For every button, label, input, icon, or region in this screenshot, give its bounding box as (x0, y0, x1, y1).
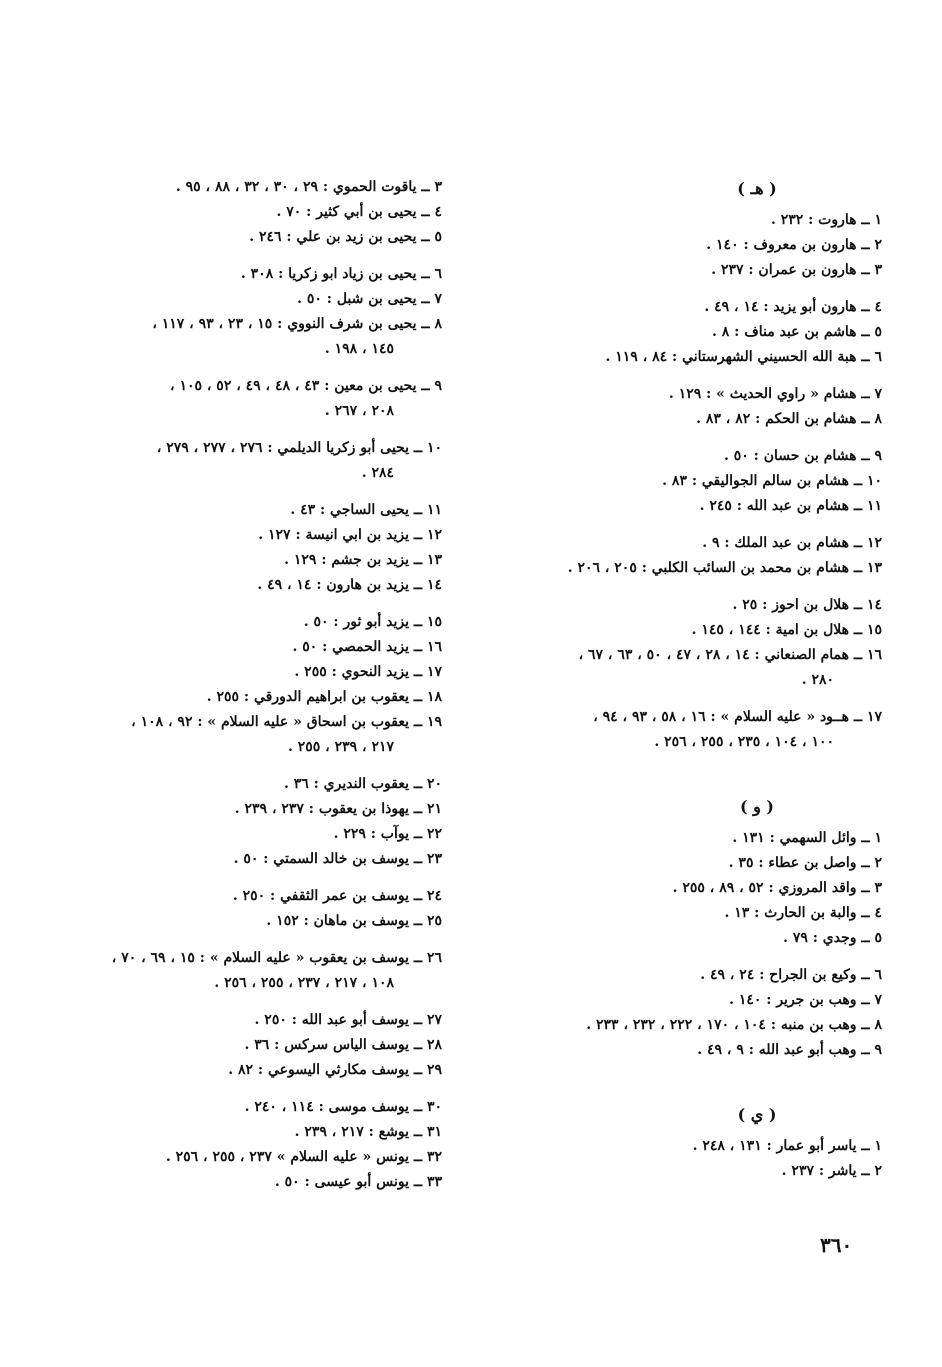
index-entry (492, 1159, 882, 1184)
index-entry (492, 618, 882, 643)
index-entry (42, 548, 442, 573)
index-entry (42, 710, 442, 760)
index-entry (492, 926, 882, 951)
index-entry (492, 531, 882, 556)
index-entry (492, 963, 882, 988)
index-entry (42, 1033, 442, 1058)
index-entry-text: ١٣ ــ يزيد بن جشم : ١٢٩ . (284, 552, 442, 568)
index-entry-text: ١٢ ــ هشام بن عبد الملك : ٩ . (702, 535, 882, 551)
index-entry-text: ٩ ــ يحيى بن معين : ٤٣ ، ٤٨ ، ٤٩ ، ٥٢ ، ١٠٥ ، (170, 378, 442, 394)
index-entry (492, 320, 882, 345)
index-entry (492, 826, 882, 851)
index-entry (42, 287, 442, 312)
index-entry (492, 705, 882, 755)
index-entry (492, 444, 882, 469)
index-entry (42, 312, 442, 362)
index-entry-text: ٢٩ ــ يوسف مكارثي اليسوعي : ٨٢ . (228, 1062, 442, 1078)
index-entry (492, 295, 882, 320)
index-entry-text: ٣ ــ واقد المروزي : ٥٢ ، ٨٩ ، ٢٥٥ . (672, 880, 882, 896)
index-entry-text: ٢٣ ــ يوسف بن خالد السمتي : ٥٠ . (233, 851, 442, 867)
index-entry-continuation: ١٠٨ ، ٢١٧ ، ٢٣٧ ، ٢٥٥ ، ٢٥٦ . (214, 975, 394, 991)
index-entry (42, 1145, 442, 1170)
index-entry-text: ١٦ ــ همام الصنعاني : ١٤ ، ٢٨ ، ٤٧ ، ٥٠ ، ٦٣ ، ٦٧ ، (578, 647, 882, 663)
index-entry (42, 1095, 442, 1120)
index-entry (42, 200, 442, 225)
index-entry-text: ١١ ــ يحيى الساجي : ٤٣ . (290, 502, 442, 518)
index-entry-text: ١٢ ــ يزيد بن ابي انيسة : ١٢٧ . (258, 527, 442, 543)
index-entry (492, 469, 882, 494)
index-entry-text: ٧ ــ يحيى بن شبل : ٥٠ . (297, 291, 442, 307)
index-entry (42, 884, 442, 909)
index-entry (492, 876, 882, 901)
index-entry-text: ٢١ ــ يهوذا بن يعقوب : ٢٣٧ ، ٢٣٩ . (234, 801, 442, 817)
index-entry-text: ٢٤ ــ يوسف بن عمر الثقفي : ٢٥٠ . (232, 888, 442, 904)
index-column-right (492, 175, 882, 1184)
index-entry-text: ٢ ــ ياشر : ٢٣٧ . (781, 1163, 882, 1179)
index-entry-text: ١٥ ــ يزيد أبو ثور : ٥٠ . (303, 614, 442, 630)
index-entry-text: ١٩ ــ يعقوب بن اسحاق « عليه السلام » : ٩٢ ، ١٠٨ ، (131, 714, 442, 730)
index-entry (42, 772, 442, 797)
index-entry (42, 685, 442, 710)
index-entry (42, 635, 442, 660)
index-entry-text: ٦ ــ هبة الله الحسيني الشهرستاني : ٨٤ ، ١١٩ . (605, 349, 882, 365)
index-entry (42, 523, 442, 548)
index-entry (42, 909, 442, 934)
index-entry-text: ١٤ ــ يزيد بن هارون : ١٤ ، ٤٩ . (257, 577, 442, 593)
index-entry-text: ٢٦ ــ يوسف بن يعقوب « عليه السلام » : ١٥ ، ٦٩ ، ٧٠ ، (111, 950, 442, 966)
index-entry (42, 1120, 442, 1145)
index-entry (42, 946, 442, 996)
index-entry (42, 175, 442, 200)
section-heading: ( و ) (739, 797, 774, 816)
index-entry (492, 208, 882, 233)
index-entry-text: ٢٢ ــ يوآب : ٢٢٩ . (333, 826, 442, 842)
index-entry-text: ١٨ ــ يعقوب بن ابراهيم الدورقي : ٢٥٥ . (206, 689, 442, 705)
index-entry-text: ١٣ ــ هشام بن محمد بن السائب الكلبي : ٢٠٥ ، ٢٠٦ . (567, 560, 882, 576)
index-entry (492, 851, 882, 876)
index-entry-text: ٢٧ ــ يوسف أبو عبد الله : ٢٥٠ . (254, 1012, 442, 1028)
index-entry (42, 847, 442, 872)
index-entry-text: ٢٨ ــ يوسف الياس سركس : ٣٦ . (244, 1037, 442, 1053)
index-entry (42, 225, 442, 250)
index-entry (492, 345, 882, 370)
index-entry-text: ٣٣ ــ يونس أبو عيسى : ٥٠ . (274, 1174, 442, 1190)
index-entry-text: ٣ ــ ياقوت الحموي : ٢٩ ، ٣٠ ، ٣٢ ، ٨٨ ، ٩٥ . (175, 179, 442, 195)
index-entry-text: ٩ ــ هشام بن حسان : ٥٠ . (724, 448, 882, 464)
index-entry-text: ١ ــ ياسر أبو عمار : ١٣١ ، ٢٤٨ . (692, 1138, 882, 1154)
index-entry-text: ٥ ــ هاشم بن عبد مناف : ٨ . (712, 324, 882, 340)
index-entry-text: ٤ ــ هارون أبو يزيد : ١٤ ، ٤٩ . (704, 299, 882, 315)
index-entry-text: ١٧ ــ يزيد النحوي : ٢٥٥ . (294, 664, 442, 680)
index-entry-continuation: ٢٠٨ ، ٢٦٧ . (324, 403, 394, 419)
index-entry-text: ٨ ــ هشام بن الحكم : ٨٢ ، ٨٣ . (696, 411, 882, 427)
index-entry (42, 797, 442, 822)
index-entry-text: ٦ ــ يحيى بن زياد ابو زكريا : ٣٠٨ . (240, 266, 442, 282)
index-entry-text: ٥ ــ يحيى بن زيد بن علي : ٢٤٦ . (249, 229, 442, 245)
index-entry-continuation: ١٠٠ ، ١٠٤ ، ٢٣٥ ، ٢٥٥ ، ٢٥٦ . (654, 734, 834, 750)
index-entry-text: ٩ ــ وهب أبو عبد الله : ٩ ، ٤٩ . (697, 1042, 882, 1058)
index-entry-text: ٢٥ ــ يوسف بن ماهان : ١٥٢ . (266, 913, 442, 929)
index-entry-text: ٨ ــ يحيى بن شرف النووي : ١٥ ، ٢٣ ، ٩٣ ، ١١٧ ، (152, 316, 442, 332)
index-entry-text: ١٠ ــ يحيى أبو زكريا الديلمي : ٢٧٦ ، ٢٧٧ ، ٢٧٩ ، (156, 440, 442, 456)
index-entry-text: ٢ ــ هارون بن معروف : ١٤٠ . (706, 237, 882, 253)
index-entry (492, 258, 882, 283)
index-entry (42, 610, 442, 635)
index-entry (42, 573, 442, 598)
index-entry (42, 262, 442, 287)
index-entry (42, 436, 442, 486)
section-heading: ( ي ) (737, 1105, 777, 1124)
index-entry-continuation: ٢٨٠ . (801, 672, 834, 688)
index-entry-text: ١٧ ــ هــود « عليه السلام » : ١٦ ، ٥٨ ، ٩٣ ، ٩٤ ، (593, 709, 882, 725)
index-entry (492, 1038, 882, 1063)
index-entry-text: ١٥ ــ هلال بن امية : ١٤٤ ، ١٤٥ . (691, 622, 882, 638)
index-entry-text: ٢ ــ واصل بن عطاء : ٣٥ . (728, 855, 882, 871)
index-entry (42, 1058, 442, 1083)
section-heading: ( هـ ) (737, 179, 777, 198)
index-entry-text: ٣ ــ هارون بن عمران : ٢٣٧ . (711, 262, 882, 278)
index-entry-text: ١ ــ هاروت : ٢٣٢ . (770, 212, 882, 228)
index-entry-text: ١٤ ــ هلال بن احوز : ٢٥ . (732, 597, 882, 613)
index-entry (492, 593, 882, 618)
index-entry-text: ٤ ــ يحيى بن أبي كثير : ٧٠ . (276, 204, 442, 220)
index-entry (492, 901, 882, 926)
index-entry-continuation: ٢٨٤ . (361, 465, 394, 481)
index-entry (492, 382, 882, 407)
index-entry (492, 988, 882, 1013)
index-entry-text: ٢٠ ــ يعقوب النديري : ٣٦ . (283, 776, 442, 792)
index-entry (42, 660, 442, 685)
index-entry (492, 1134, 882, 1159)
index-entry-text: ٤ ــ والبة بن الحارث : ١٣ . (724, 905, 882, 921)
index-entry-text: ٦ ــ وكيع بن الجراح : ٢٤ ، ٤٩ . (700, 967, 882, 983)
index-entry (42, 374, 442, 424)
index-entry (492, 407, 882, 432)
index-entry (492, 494, 882, 519)
index-entry (492, 643, 882, 693)
index-entry-text: ٥ ــ وجدي : ٧٩ . (783, 930, 882, 946)
index-entry-continuation: ١٤٥ ، ١٩٨ . (324, 341, 394, 357)
index-entry (42, 1170, 442, 1195)
index-entry (42, 498, 442, 523)
index-entry (492, 1013, 882, 1038)
index-entry (492, 556, 882, 581)
index-entry-text: ٧ ــ وهب بن جرير : ١٤٠ . (729, 992, 882, 1008)
index-entry-text: ١٠ ــ هشام بن سالم الجواليقي : ٨٣ . (662, 473, 882, 489)
index-entry-text: ١ ــ وائل السهمي : ١٣١ . (732, 830, 882, 846)
index-entry (42, 1008, 442, 1033)
index-entry-text: ٣٢ ــ يونس « عليه السلام » ٢٣٧ ، ٢٥٥ ، ٢٥٦ . (165, 1149, 442, 1165)
index-entry-text: ١٦ ــ يزيد الحمصي : ٥٠ . (292, 639, 442, 655)
index-entry-continuation: ٢١٧ ، ٢٣٩ ، ٢٥٥ . (288, 739, 394, 755)
index-entry-text: ١١ ــ هشام بن عبد الله : ٢٤٥ . (699, 498, 882, 514)
index-entry (492, 233, 882, 258)
index-entry-text: ٨ ــ وهب بن منبه : ١٠٤ ، ١٧٠ ، ٢٢٢ ، ٢٣٢ ، ٢٣٣ . (586, 1017, 882, 1033)
index-entry (42, 822, 442, 847)
index-entry-text: ٣١ ــ يوشع : ٢١٧ ، ٢٣٩ . (294, 1124, 442, 1140)
index-column-left (42, 175, 442, 1195)
index-entry-text: ٣٠ ــ يوسف موسى : ١١٤ ، ٢٤٠ . (244, 1099, 442, 1115)
index-entry-text: ٧ ــ هشام « راوي الحديث » : ١٢٩ . (668, 386, 882, 402)
page-number: ٣٦٠ (820, 1233, 853, 1257)
